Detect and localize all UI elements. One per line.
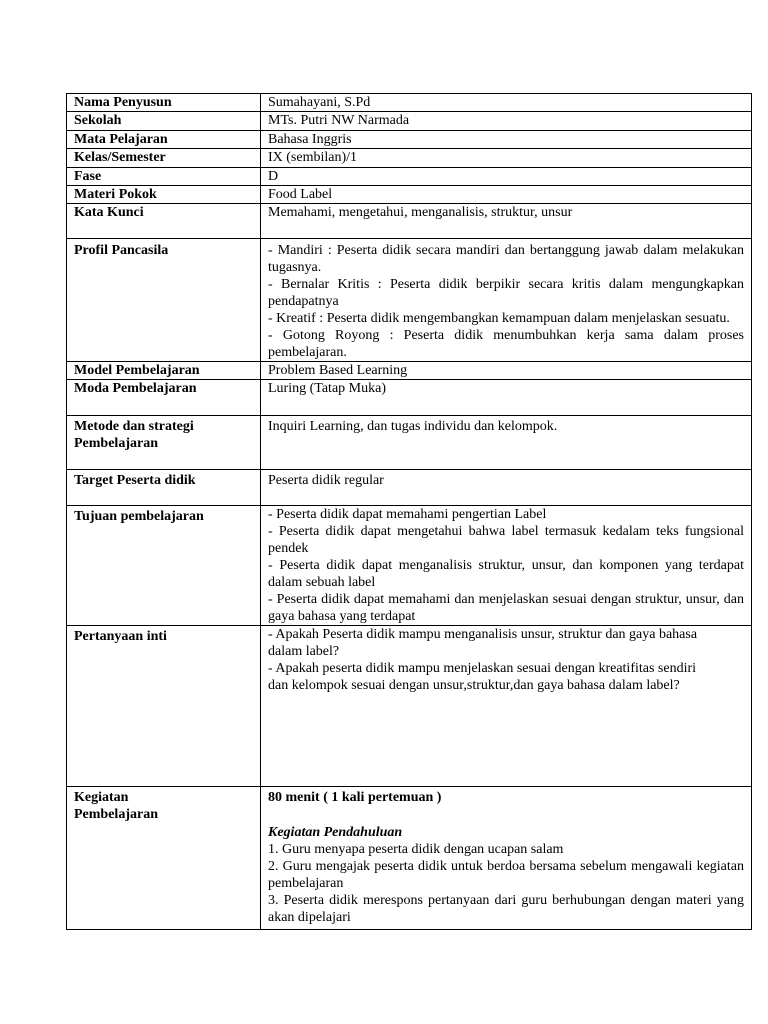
kegiatan-section-title: Kegiatan Pendahuluan bbox=[268, 825, 403, 840]
table-row bbox=[67, 239, 752, 362]
row-label-tujuan: Tujuan pembelajaran bbox=[67, 506, 261, 626]
tujuan-item: - Peserta didik dapat menganalisis struktur, unsur, dan komponen yang terdapat dalam sebuah label bbox=[268, 558, 744, 590]
table-row bbox=[67, 626, 752, 787]
table-row bbox=[67, 380, 752, 416]
table-row bbox=[67, 112, 752, 131]
row-value-tujuan bbox=[261, 506, 752, 626]
row-label-mata-pelajaran: Mata Pelajaran bbox=[67, 131, 261, 149]
table-row bbox=[67, 470, 752, 506]
row-label-sekolah: Sekolah bbox=[67, 112, 261, 131]
row-label-profil-pancasila: Profil Pancasila bbox=[67, 239, 261, 362]
row-label-moda-pembelajaran: Moda Pembelajaran bbox=[67, 380, 261, 416]
tujuan-item: - Peserta didik dapat memahami dan menjelaskan sesuai dengan struktur, unsur, dan gaya bahasa yang terdapat bbox=[268, 592, 744, 624]
kegiatan-step: 2. Guru mengajak peserta didik untuk berdoa bersama sebelum mengawali kegiatan pembelajaran bbox=[268, 859, 744, 891]
row-label-kegiatan: Kegiatan Pembelajaran bbox=[67, 787, 261, 930]
row-label-kata-kunci: Kata Kunci bbox=[67, 204, 261, 239]
table-row bbox=[67, 94, 752, 112]
row-value-metode: Inquiri Learning, dan tugas individu dan kelompok. bbox=[261, 416, 752, 470]
row-value-moda-pembelajaran: Luring (Tatap Muka) bbox=[261, 380, 752, 416]
row-value-nama-penyusun: Sumahayani, S.Pd bbox=[261, 94, 752, 112]
row-label-kelas-semester: Kelas/Semester bbox=[67, 149, 261, 168]
row-label-target: Target Peserta didik bbox=[67, 470, 261, 506]
row-label-fase: Fase bbox=[67, 168, 261, 186]
profil-item: - Gotong Royong : Peserta didik menumbuhkan kerja sama dalam proses pembelajaran. bbox=[268, 328, 744, 360]
kegiatan-step: 3. Peserta didik merespons pertanyaan dari guru berhubungan dengan materi yang akan dipelajari bbox=[268, 893, 744, 925]
pertanyaan-item: - Apakah Peserta didik mampu menganalisis unsur, struktur dan gaya bahasa dalam label? bbox=[268, 627, 698, 659]
table-row bbox=[67, 787, 752, 930]
table-row bbox=[67, 506, 752, 626]
table-row bbox=[67, 186, 752, 204]
row-value-mata-pelajaran: Bahasa Inggris bbox=[261, 131, 752, 149]
lesson-plan-table bbox=[66, 93, 752, 930]
kegiatan-step: 1. Guru menyapa peserta didik dengan ucapan salam bbox=[268, 842, 564, 857]
kegiatan-duration: 80 menit ( 1 kali pertemuan ) bbox=[268, 790, 442, 805]
table-row bbox=[67, 204, 752, 239]
tujuan-item: - Peserta didik dapat memahami pengertian Label bbox=[268, 507, 547, 522]
row-value-kegiatan bbox=[261, 787, 752, 930]
row-value-profil-pancasila bbox=[261, 239, 752, 362]
row-value-sekolah: MTs. Putri NW Narmada bbox=[261, 112, 752, 131]
profil-item: - Kreatif : Peserta didik mengembangkan kemampuan dalam menjelaskan sesuatu. bbox=[268, 311, 730, 326]
table-row bbox=[67, 416, 752, 470]
row-value-fase: D bbox=[261, 168, 752, 186]
row-value-pertanyaan-inti bbox=[261, 626, 752, 787]
row-value-kata-kunci: Memahami, mengetahui, menganalisis, struktur, unsur bbox=[261, 204, 752, 239]
row-label-metode: Metode dan strategi Pembelajaran bbox=[67, 416, 261, 470]
row-value-materi-pokok: Food Label bbox=[261, 186, 752, 204]
row-value-kelas-semester: IX (sembilan)/1 bbox=[261, 149, 752, 168]
profil-item: - Mandiri : Peserta didik secara mandiri dan bertanggung jawab dalam melakukan tugasnya. bbox=[268, 243, 744, 275]
profil-item: - Bernalar Kritis : Peserta didik berpikir secara kritis dalam mengungkapkan pendapatnya bbox=[268, 277, 744, 309]
table-row bbox=[67, 362, 752, 380]
row-value-target: Peserta didik regular bbox=[261, 470, 752, 506]
row-label-nama-penyusun: Nama Penyusun bbox=[67, 94, 261, 112]
row-label-pertanyaan-inti: Pertanyaan inti bbox=[67, 626, 261, 787]
tujuan-item: - Peserta didik dapat mengetahui bahwa label termasuk kedalam teks fungsional pendek bbox=[268, 524, 744, 556]
row-value-model-pembelajaran: Problem Based Learning bbox=[261, 362, 752, 380]
table-row bbox=[67, 149, 752, 168]
table-row bbox=[67, 168, 752, 186]
pertanyaan-item: - Apakah peserta didik mampu menjelaskan sesuai dengan kreatifitas sendiri dan kelompok sesuai dengan unsur,struktur,dan gaya bahasa dalam label? bbox=[268, 661, 697, 693]
row-label-model-pembelajaran: Model Pembelajaran bbox=[67, 362, 261, 380]
row-label-materi-pokok: Materi Pokok bbox=[67, 186, 261, 204]
table-row bbox=[67, 131, 752, 149]
